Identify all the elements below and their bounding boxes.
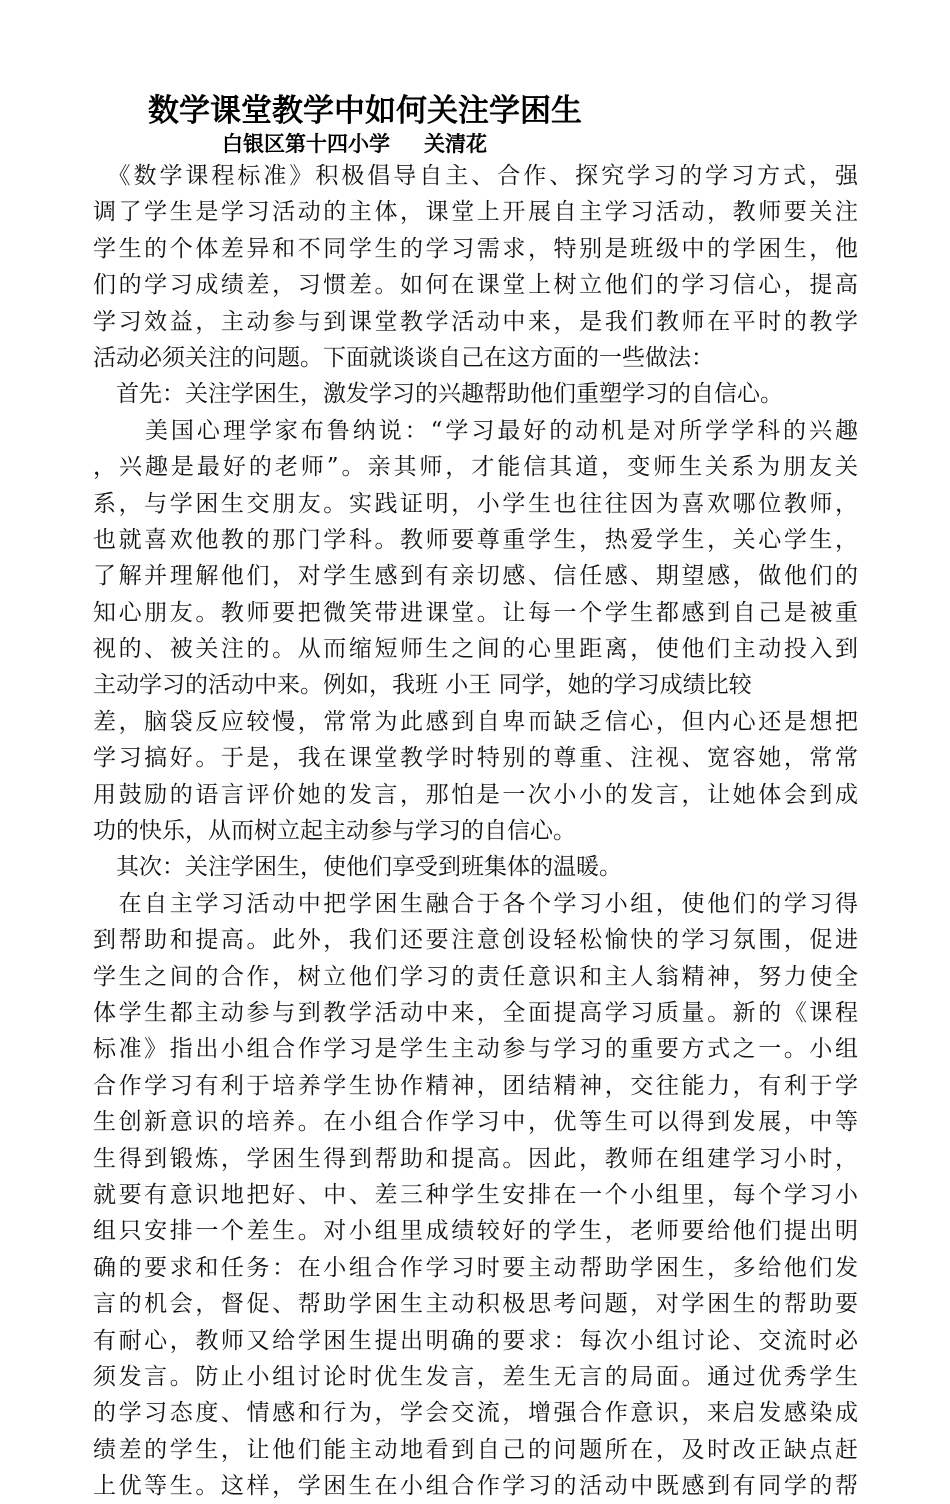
text-line: 们的学习成绩差，习惯差。如何在课堂上树立他们的学习信心，提高 bbox=[93, 272, 858, 299]
document-title: 数学课堂教学中如何关注学困生 bbox=[148, 93, 582, 129]
author-name: 关清花 bbox=[424, 131, 487, 156]
text-line: 的学习态度、情感和行为，学会交流，增强合作意识，来启发感染成 bbox=[93, 1400, 858, 1427]
text-line: 用鼓励的语言评价她的发言，那怕是一次小小的发言，让她体会到成 bbox=[93, 781, 858, 808]
text-line: 主动学习的活动中来。例如，我班 小王 同学，她的学习成绩比较 bbox=[93, 672, 752, 699]
text-line: 生得到锻炼，学困生得到帮助和提高。因此，教师在组建学习小时， bbox=[93, 1145, 858, 1172]
text-line: 绩差的学生，让他们能主动地看到自己的问题所在，及时改正缺点赶 bbox=[93, 1436, 858, 1463]
text-line: 体学生都主动参与到教学活动中来，全面提高学习质量。新的《课程 bbox=[93, 999, 858, 1026]
text-line: 视的、被关注的。从而缩短师生之间的心里距离，使他们主动投入到 bbox=[93, 636, 858, 663]
text-line: 功的快乐，从而树立起主动参与学习的自信心。 bbox=[93, 818, 576, 845]
text-line: 活动必须关注的问题。下面就谈谈自己在这方面的一些做法： bbox=[93, 344, 714, 371]
text-line: 学生之间的合作，树立他们学习的责任意识和主人翁精神，努力使全 bbox=[93, 963, 858, 990]
text-line: 也就喜欢他教的那门学科。教师要尊重学生，热爱学生，关心学生， bbox=[93, 526, 858, 553]
text-line: 首先：关注学困生，激发学习的兴趣帮助他们重塑学习的自信心。 bbox=[93, 381, 783, 408]
text-line: 调了学生是学习活动的主体，课堂上开展自主学习活动，教师要关注 bbox=[93, 199, 858, 226]
text-line: 到帮助和提高。此外，我们还要注意创设轻松愉快的学习氛围，促进 bbox=[93, 927, 858, 954]
text-line: 言的机会，督促、帮助学困生主动积极思考问题，对学困生的帮助要 bbox=[93, 1291, 858, 1318]
text-line: 就要有意识地把好、中、差三种学生安排在一个小组里，每个学习小 bbox=[93, 1181, 858, 1208]
text-line: 上优等生。这样，学困生在小组合作学习的活动中既感到有同学的帮 bbox=[93, 1473, 858, 1500]
byline bbox=[222, 130, 487, 158]
school-name: 白银区第十四小学 bbox=[222, 131, 390, 156]
text-line: 生创新意识的培养。在小组合作学习中，优等生可以得到发展，中等 bbox=[93, 1109, 858, 1136]
text-line: 《数学课程标准》积极倡导自主、合作、探究学习的学习方式，强 bbox=[93, 163, 858, 189]
text-line: 学习效益，主动参与到课堂教学活动中来，是我们教师在平时的教学 bbox=[93, 308, 858, 335]
text-line: 知心朋友。教师要把微笑带进课堂。让每一个学生都感到自己是被重 bbox=[93, 599, 858, 626]
text-line: ，兴趣是最好的老师”。亲其师，才能信其道，变师生关系为朋友关 bbox=[93, 454, 858, 481]
text-line: 有耐心，教师又给学困生提出明确的要求：每次小组讨论、交流时必 bbox=[93, 1327, 858, 1354]
text-line: 差，脑袋反应较慢，常常为此感到自卑而缺乏信心，但内心还是想把 bbox=[93, 708, 858, 735]
text-line: 在自主学习活动中把学困生融合于各个学习小组，使他们的学习得 bbox=[93, 890, 858, 917]
text-line: 其次：关注学困生，使他们享受到班集体的温暖。 bbox=[93, 854, 622, 881]
text-line: 标准》指出小组合作学习是学生主动参与学习的重要方式之一。小组 bbox=[93, 1036, 858, 1063]
text-line: 学生的个体差异和不同学生的学习需求，特别是班级中的学困生，他 bbox=[93, 235, 858, 262]
text-line: 系，与学困生交朋友。实践证明，小学生也往往因为喜欢哪位教师， bbox=[93, 490, 858, 517]
text-line: 确的要求和任务：在小组合作学习时要主动帮助学困生，多给他们发 bbox=[93, 1254, 858, 1281]
text-line: 须发言。防止小组讨论时优生发言，差生无言的局面。通过优秀学生 bbox=[93, 1363, 858, 1390]
text-line: 了解并理解他们，对学生感到有亲切感、信任感、期望感，做他们的 bbox=[93, 563, 858, 590]
document-body bbox=[93, 158, 858, 1504]
text-line: 美国心理学家布鲁纳说：“学习最好的动机是对所学学科的兴趣 bbox=[93, 417, 858, 444]
text-line: 合作学习有利于培养学生协作精神，团结精神，交往能力，有利于学 bbox=[93, 1072, 858, 1099]
text-line: 组只安排一个差生。对小组里成绩较好的学生，老师要给他们提出明 bbox=[93, 1218, 858, 1245]
text-line: 学习搞好。于是，我在课堂教学时特别的尊重、注视、宽容她，常常 bbox=[93, 745, 858, 772]
